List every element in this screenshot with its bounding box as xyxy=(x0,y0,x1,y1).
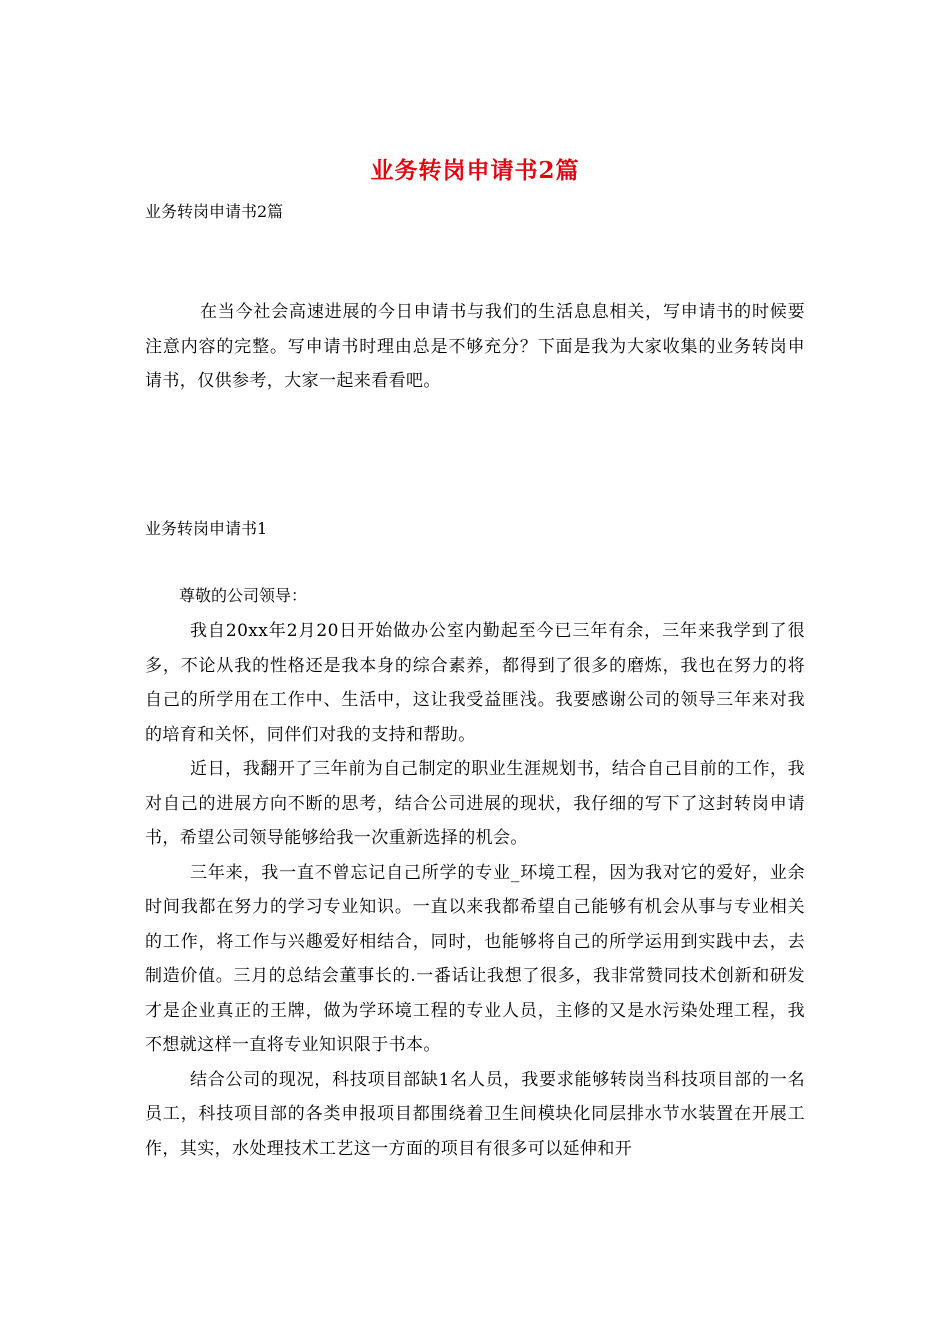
body-paragraph: 近日，我翻开了三年前为自己制定的职业生涯规划书，结合自己目前的工作，我对自己的进展方向不断的思考，结合公司进展的现状，我仔细的写下了这封转岗申请书，希望公司领导能够给我一次重新选择的机会。 xyxy=(145,759,805,848)
salutation: 尊敬的公司领导： xyxy=(179,586,308,605)
intro-paragraph: 在当今社会高速进展的今日申请书与我们的生活息息相关，写申请书的时候要注意内容的完整。写申请书时理由总是不够充分？下面是我为大家收集的业务转岗申请书，仅供参考，大家一起来看看吧。 xyxy=(145,302,805,391)
document-subtitle: 业务转岗申请书2篇 xyxy=(145,202,284,221)
body-paragraph: 三年来，我一直不曾忘记自己所学的专业_环境工程，因为我对它的爱好，业余时间我都在努力的学习专业知识。一直以来我都希望自己能够有机会从事与专业相关的工作，将工作与兴趣爱好相结合，同时，也能够将自己的所学运用到实践中去，去制造价值。三月的总结会董事长的.一番话让我想了很多，我非常赞同技术创新和研发才是企业真正的王牌，做为学环境工程的专业人员，主修的又是水污染处理工程，我不想就这样一直将专业知识限于书本。 xyxy=(145,862,805,1055)
letter-body xyxy=(145,614,805,1166)
body-paragraph: 结合公司的现况，科技项目部缺1名人员，我要求能够转岗当科技项目部的一名员工，科技项目部的各类申报项目都围绕着卫生间模块化同层排水节水装置在开展工作，其实，水处理技术工艺这一方面的项目有很多可以延伸和开 xyxy=(145,1069,805,1159)
section-title: 业务转岗申请书1 xyxy=(145,519,268,538)
document-title: 业务转岗申请书2篇 xyxy=(370,157,580,184)
body-paragraph: 我自20xx年2月20日开始做办公室内勤起至今已三年有余，三年来我学到了很多，不论从我的性格还是我本身的综合素养，都得到了很多的磨炼，我也在努力的将自己的所学用在工作中、生活中，这让我受益匪浅。我要感谢公司的领导三年来对我的培育和关怀，同伴们对我的支持和帮助。 xyxy=(145,621,805,745)
